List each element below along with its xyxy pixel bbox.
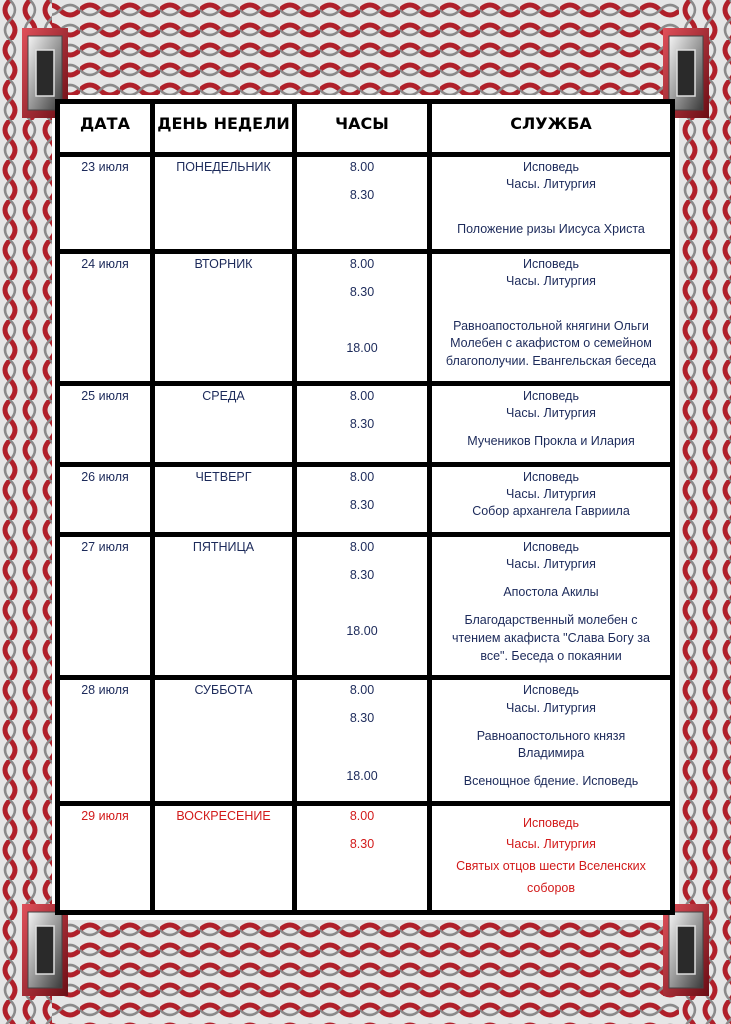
table-row xyxy=(55,157,675,249)
row-service: Благодарственный молебен с xyxy=(464,613,638,627)
row-date: 25 июля xyxy=(81,389,129,403)
row-service: Часы. Литургия xyxy=(506,274,596,288)
row-service: Святых отцов шести Вселенских xyxy=(456,859,646,873)
table-header xyxy=(55,104,675,152)
table-row xyxy=(55,537,675,675)
row-service: Собор архангела Гавриила xyxy=(472,504,630,518)
header-hours: ЧАСЫ xyxy=(297,104,427,152)
row-weekday: СРЕДА xyxy=(202,389,245,403)
row-service: Исповедь xyxy=(523,816,579,830)
row-service: Часы. Литургия xyxy=(506,487,596,501)
row-service: Часы. Литургия xyxy=(506,837,596,851)
row-service: Исповедь xyxy=(523,683,579,697)
row-service: Исповедь xyxy=(523,160,579,174)
row-time: 8.00 xyxy=(349,257,375,271)
row-time: 8.30 xyxy=(349,498,375,512)
table-row xyxy=(55,467,675,532)
row-time: 8.30 xyxy=(349,417,375,431)
row-weekday: ЧЕТВЕРГ xyxy=(195,470,252,484)
row-service: Исповедь xyxy=(523,257,579,271)
row-weekday: ПЯТНИЦА xyxy=(192,540,255,554)
row-time: 8.30 xyxy=(349,837,375,851)
row-time: 8.00 xyxy=(349,683,375,697)
table-row xyxy=(55,254,675,381)
row-service: Часы. Литургия xyxy=(506,701,596,715)
row-time: 18.00 xyxy=(346,624,378,638)
row-service: Мучеников Прокла и Илария xyxy=(467,434,635,448)
row-weekday: ВОСКРЕСЕНИЕ xyxy=(176,809,271,823)
row-service: Исповедь xyxy=(523,470,579,484)
row-service: все". Беседа о покаянии xyxy=(480,649,622,663)
row-service: Равноапостольной княгини Ольги xyxy=(453,319,649,333)
row-date: 23 июля xyxy=(81,160,129,174)
header-date: ДАТА xyxy=(60,104,150,152)
row-time: 8.30 xyxy=(349,285,375,299)
row-weekday: ВТОРНИК xyxy=(194,257,253,271)
row-time: 8.00 xyxy=(349,389,375,403)
row-service: Часы. Литургия xyxy=(506,406,596,420)
row-time: 8.30 xyxy=(349,711,375,725)
row-date: 27 июля xyxy=(81,540,129,554)
row-service: благополучии. Евангельская беседа xyxy=(445,354,657,368)
row-time: 8.00 xyxy=(349,470,375,484)
row-service: Часы. Литургия xyxy=(506,177,596,191)
row-time: 8.30 xyxy=(349,188,375,202)
row-service: Всенощное бдение. Исповедь xyxy=(463,774,639,788)
row-time: 8.30 xyxy=(349,568,375,582)
row-service: Часы. Литургия xyxy=(506,557,596,571)
row-time: 8.00 xyxy=(349,160,375,174)
header-weekday: ДЕНЬ НЕДЕЛИ xyxy=(155,104,292,152)
row-service: чтением акафиста "Слава Богу за xyxy=(452,631,650,645)
corner-ornament-bl xyxy=(22,904,68,996)
row-date: 24 июля xyxy=(81,257,129,271)
corner-ornament-br xyxy=(663,904,709,996)
row-service: Исповедь xyxy=(523,540,579,554)
table-row xyxy=(55,680,675,801)
table-row-sunday xyxy=(55,806,675,910)
row-date: 29 июля xyxy=(81,809,129,823)
header-service: СЛУЖБА xyxy=(432,104,670,152)
row-weekday: ПОНЕДЕЛЬНИК xyxy=(176,160,271,174)
row-service: Равноапостольного князя xyxy=(476,729,626,743)
row-time: 18.00 xyxy=(346,769,378,783)
row-date: 26 июля xyxy=(81,470,129,484)
row-service: Исповедь xyxy=(523,389,579,403)
row-time: 8.00 xyxy=(349,809,375,823)
row-service: Владимира xyxy=(517,746,585,760)
row-service: Молебен с акафистом о семейном xyxy=(450,336,652,350)
row-date: 28 июля xyxy=(81,683,129,697)
row-service: соборов xyxy=(527,881,575,895)
schedule-table xyxy=(55,99,675,915)
row-weekday: СУББОТА xyxy=(194,683,253,697)
row-service: Апостола Акилы xyxy=(503,585,599,599)
table-row xyxy=(55,386,675,462)
row-time: 8.00 xyxy=(349,540,375,554)
row-time: 18.00 xyxy=(346,341,378,355)
row-service: Положение ризы Иисуса Христа xyxy=(457,222,645,236)
